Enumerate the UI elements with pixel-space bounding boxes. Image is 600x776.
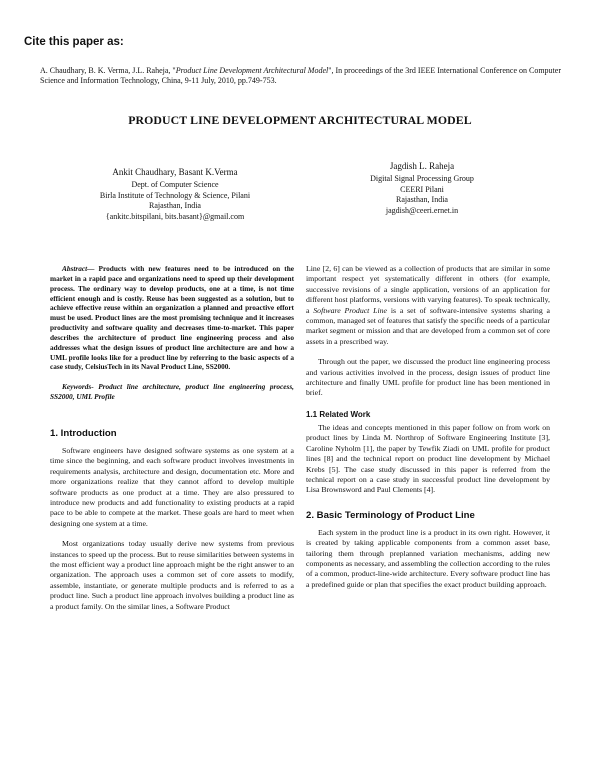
continued-paragraph [306,264,550,347]
paper-title: PRODUCT LINE DEVELOPMENT ARCHITECTURAL MODEL [128,113,472,127]
citation-suffix: ", In proceedings of the 3rd IEEE International Conference on Computer Science and Information Technology, China, 9-11 July, 2010, pp.749-753. [40,66,561,85]
section-heading-related-work: 1.1 Related Work [306,409,371,419]
author-affiliation: Rajasthan, India [149,201,201,210]
section-heading-introduction: 1. Introduction [50,427,117,439]
author-email: jagdish@ceeri.ernet.in [385,205,459,215]
author-affiliation: Dept. of Computer Science [131,180,219,189]
author-names: Ankit Chaudhary, Basant K.Verma [112,167,238,177]
citation-text [40,66,562,86]
author-affiliation: CEERI Pilani [400,184,444,194]
cite-heading: Cite this paper as: [24,36,124,48]
author-email: {ankitc.bitspilani, bits.basant}@gmail.com [105,211,245,221]
author-names: Jagdish L. Raheja [389,161,455,171]
left-column [50,264,294,612]
abstract [50,264,294,372]
section-heading-basic-terminology: 2. Basic Terminology of Product Line [306,509,475,521]
intro-paragraph-2: Most organizations today usually derive new systems from previous instances to speed up the process. But to reuse similarities between systems in the most efficient way a product line approach might be the right answer to an organization. The approach uses a common set of core assets to modify, assemble, instantiate, or generate multiple products and is referred to as a product line. Such a product line approach involves building a product line as a product family. On the similar lines, a Software Product [50,539,294,611]
citation-paper-title: Product Line Development Architectural Model [175,66,329,75]
author-affiliation: Rajasthan, India [396,195,448,204]
author-block-right [316,160,528,216]
keywords: Keywords- Product line architecture, product line engineering process, SS2000, UML Profile [50,382,294,402]
related-work-paragraph: The ideas and concepts mentioned in this paper follow on from work on product lines by Linda M. Northrop of Software Engineering Institute [3], Caroline Nyholm [1], the paper by Tewfik Ziadi on UML profile for product lines [8] and the technical report on product line development by Michael Krebs [5]. The case study discussed in this paper is referred from the technical report on a case study in successful product line development by Lisa Brownsword and Paul Clements [4]. [306,422,550,495]
author-block-left [60,166,290,222]
intro-paragraph-1: Software engineers have designed software systems as one system at a time since the beginning, and each software product involves investments in requirements analysis, architecture and design, documentation etc. More and more organizations realize that they cannot afford to develop multiple software products as one product at a time. They are also pressured to introduce new products and add functionality to existing products at a rapid pace to be able to compete at the market. These goals are hard to meet when designing one system at a time. [50,445,294,528]
citation-prefix: A. Chaudhary, B. K. Verma, J.L. Raheja, " [40,66,176,75]
continued-term: Software Product Line [313,305,388,315]
author-affiliation: Birla Institute of Technology & Science, Pilani [99,190,251,200]
basic-terminology-paragraph: Each system in the product line is a product in its own right. However, it is created by taking applicable components from a common asset base, tailoring them through preplanned variation mechanisms, adding new components as necessary, and assembling the collection according to the rules of a common, product-line-wide architecture. Every software product line has a predefined guide or plan that specifies the exact product building approach. [306,527,550,589]
paper-outline-paragraph: Through out the paper, we discussed the product line engineering process and various activities involved in the process, design issues of product line architecture and finally UML profile for product line has been mentioned in brief. [306,357,550,398]
continued-text-before: Line [2, 6] can be viewed as a collection of products that are similar in some important respect yet systematically different in others (for example, successive revisions of a single application, versions of an application for different host platforms, versions with varying features). To speak technically, a [306,264,550,315]
continued-text-after: is a set of software-intensive systems sharing a common, managed set of features that satisfy the specific needs of a particular market segment or mission and that are developed from a common set of core assets in a prescribed way. [306,305,551,346]
abstract-text: Products with new features need to be introduced on the market in a rapid pace and organizations need to speed up their development process. The ordinary way to develop products, one at a time, is not time efficient enough and is costly. Reuse has been suggested as a solution, but to achieve effective reuse within an organization a planned and proactive effort must be used. Product lines are the most promising technique and it increases productivity and software quality and decreases time-to-market. This paper describes the architecture of product line engineering process and also addresses what the design issues of product line architecture are and how a UML profile looks like for a product line by referring to the basic aspects of a case study, CelsiusTech in its Naval Product Line, SS2000. [50,264,294,372]
right-column [306,264,550,590]
abstract-lead: Abstract— [62,264,95,273]
author-affiliation: Digital Signal Processing Group [370,174,474,183]
